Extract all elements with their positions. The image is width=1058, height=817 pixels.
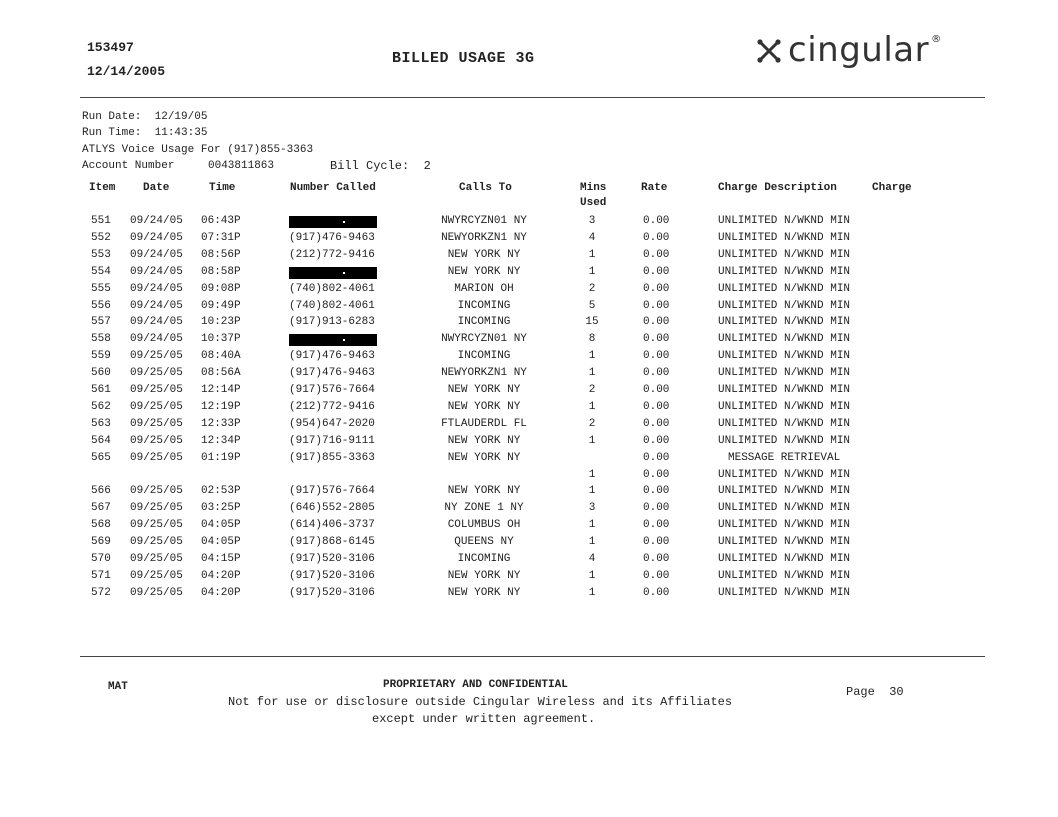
page-title: BILLED USAGE 3G <box>392 50 535 67</box>
cell-rate: 0.00 <box>643 283 670 295</box>
run-date-line <box>82 111 207 123</box>
cell-time: 12:14P <box>201 384 241 396</box>
cell-charge-description: UNLIMITED N/WKND MIN <box>718 384 851 396</box>
cell-date: 09/25/05 <box>130 452 183 464</box>
cell-mins-used: 2 <box>588 384 596 396</box>
cell-date: 09/24/05 <box>130 316 183 328</box>
cell-rate: 0.00 <box>643 469 670 481</box>
usage-for-label: ATLYS Voice Usage For <box>82 144 221 156</box>
cell-number-called: (917)476-9463 <box>289 232 375 244</box>
run-time-value: 11:43:35 <box>154 127 208 139</box>
cell-time: 08:56P <box>201 249 241 261</box>
cell-charge-description: UNLIMITED N/WKND MIN <box>718 215 851 227</box>
cell-rate: 0.00 <box>643 435 670 447</box>
footer-code: MAT <box>108 681 128 693</box>
cell-item: 564 <box>91 435 111 447</box>
cell-charge-description: UNLIMITED N/WKND MIN <box>718 469 851 481</box>
cell-charge-description: UNLIMITED N/WKND MIN <box>718 316 851 328</box>
cell-charge-description: UNLIMITED N/WKND MIN <box>718 485 851 497</box>
cell-calls-to: NWYRCYZN01 NY <box>441 333 527 345</box>
cingular-logo <box>756 30 941 70</box>
cell-mins-used: 1 <box>588 570 596 582</box>
bill-cycle-value: 2 <box>423 159 431 173</box>
cell-charge-description: UNLIMITED N/WKND MIN <box>718 570 851 582</box>
cell-date: 09/24/05 <box>130 249 183 261</box>
cell-rate: 0.00 <box>643 266 670 278</box>
cell-mins-used: 1 <box>588 485 596 497</box>
cell-date: 09/24/05 <box>130 283 183 295</box>
cell-mins-used: 8 <box>588 333 596 345</box>
header-divider <box>80 97 985 98</box>
cell-mins-used: 1 <box>588 587 596 599</box>
cell-rate: 0.00 <box>643 570 670 582</box>
cell-charge-description: UNLIMITED N/WKND MIN <box>718 283 851 295</box>
col-header-mins: Mins <box>580 182 607 194</box>
cell-item: 556 <box>91 300 111 312</box>
cell-date: 09/25/05 <box>130 401 183 413</box>
cell-item: 568 <box>91 519 111 531</box>
cell-number-called: (917)868-6145 <box>289 536 375 548</box>
cell-rate: 0.00 <box>643 519 670 531</box>
cell-date: 09/25/05 <box>130 502 183 514</box>
cell-number-called: (740)802-4061 <box>289 300 375 312</box>
cell-date: 09/24/05 <box>130 300 183 312</box>
cell-charge-description: UNLIMITED N/WKND MIN <box>718 502 851 514</box>
cell-calls-to: FTLAUDERDL FL <box>441 418 527 430</box>
run-date-label: Run Date: <box>82 111 142 123</box>
cell-time: 08:56A <box>201 367 241 379</box>
cell-mins-used: 15 <box>585 316 599 328</box>
cell-rate: 0.00 <box>643 215 670 227</box>
cell-time: 08:58P <box>201 266 241 278</box>
cell-date: 09/25/05 <box>130 587 183 599</box>
cell-mins-used: 1 <box>588 519 596 531</box>
cell-calls-to: NEW YORK NY <box>447 401 521 413</box>
run-date-value: 12/19/05 <box>154 111 208 123</box>
cell-charge-description: UNLIMITED N/WKND MIN <box>718 587 851 599</box>
cell-charge-description: UNLIMITED N/WKND MIN <box>718 333 851 345</box>
cell-number-called: (917)913-6283 <box>289 316 375 328</box>
cell-charge-description: UNLIMITED N/WKND MIN <box>718 401 851 413</box>
cell-charge-description: UNLIMITED N/WKND MIN <box>718 553 851 565</box>
col-header-rate: Rate <box>641 182 668 194</box>
col-header-date: Date <box>143 182 170 194</box>
cell-mins-used: 1 <box>588 266 596 278</box>
usage-for-line <box>82 144 313 156</box>
cell-rate: 0.00 <box>643 401 670 413</box>
cell-time: 12:34P <box>201 435 241 447</box>
cell-rate: 0.00 <box>643 367 670 379</box>
footer-disclaimer-line1: Not for use or disclosure outside Cingular Wireless and its Affiliates <box>228 695 733 709</box>
cell-calls-to: NEWYORKZN1 NY <box>441 367 527 379</box>
cell-number-called: (917)855-3363 <box>289 452 375 464</box>
cell-date: 09/25/05 <box>130 519 183 531</box>
cell-item: 557 <box>91 316 111 328</box>
document-id: 153497 <box>87 40 134 55</box>
cell-item: 569 <box>91 536 111 548</box>
account-number: 0043811863 <box>208 160 275 172</box>
cell-time: 02:53P <box>201 485 241 497</box>
cell-rate: 0.00 <box>643 384 670 396</box>
cell-item: 566 <box>91 485 111 497</box>
cell-rate: 0.00 <box>643 587 670 599</box>
cell-date: 09/25/05 <box>130 435 183 447</box>
cell-calls-to: INCOMING <box>457 316 511 328</box>
footer-title: PROPRIETARY AND CONFIDENTIAL <box>383 679 568 691</box>
cell-calls-to: INCOMING <box>457 300 511 312</box>
cell-number-called: (954)647-2020 <box>289 418 375 430</box>
cell-date: 09/24/05 <box>130 266 183 278</box>
cell-charge-description: MESSAGE RETRIEVAL <box>728 452 841 464</box>
cell-number-called: (917)476-9463 <box>289 367 375 379</box>
cell-charge-description: UNLIMITED N/WKND MIN <box>718 418 851 430</box>
cell-calls-to: INCOMING <box>457 553 511 565</box>
cell-mins-used: 1 <box>588 435 596 447</box>
cell-time: 04:05P <box>201 536 241 548</box>
cell-time: 07:31P <box>201 232 241 244</box>
cell-rate: 0.00 <box>643 316 670 328</box>
logo-registered-mark: ® <box>931 34 942 45</box>
cell-date: 09/25/05 <box>130 350 183 362</box>
cell-mins-used: 1 <box>588 249 596 261</box>
col-header-calls-to: Calls To <box>459 182 512 194</box>
page-label: Page <box>846 685 875 699</box>
redaction-bar <box>289 267 377 279</box>
cell-number-called: (740)802-4061 <box>289 283 375 295</box>
cell-rate: 0.00 <box>643 536 670 548</box>
cell-time: 06:43P <box>201 215 241 227</box>
cell-mins-used: 3 <box>588 502 596 514</box>
cell-charge-description: UNLIMITED N/WKND MIN <box>718 249 851 261</box>
cell-number-called: (917)476-9463 <box>289 350 375 362</box>
cell-rate: 0.00 <box>643 333 670 345</box>
cell-item: 554 <box>91 266 111 278</box>
cell-rate: 0.00 <box>643 485 670 497</box>
cell-charge-description: UNLIMITED N/WKND MIN <box>718 367 851 379</box>
cell-time: 12:33P <box>201 418 241 430</box>
cell-charge-description: UNLIMITED N/WKND MIN <box>718 266 851 278</box>
cell-calls-to: NEW YORK NY <box>447 384 521 396</box>
cell-time: 01:19P <box>201 452 241 464</box>
cell-mins-used: 2 <box>588 418 596 430</box>
cell-calls-to: NEW YORK NY <box>447 266 521 278</box>
cell-calls-to: NEWYORKZN1 NY <box>441 232 527 244</box>
cell-number-called: (917)520-3106 <box>289 587 375 599</box>
document-date: 12/14/2005 <box>87 64 166 79</box>
cell-rate: 0.00 <box>643 232 670 244</box>
bill-cycle-label: Bill Cycle: <box>330 159 410 173</box>
cell-item: 571 <box>91 570 111 582</box>
cell-mins-used: 1 <box>588 401 596 413</box>
cell-rate: 0.00 <box>643 350 670 362</box>
cell-calls-to: NEW YORK NY <box>447 435 521 447</box>
cell-time: 10:23P <box>201 316 241 328</box>
cell-time: 09:08P <box>201 283 241 295</box>
cell-time: 04:15P <box>201 553 241 565</box>
page-number-value: 30 <box>889 685 904 699</box>
cell-calls-to: NEW YORK NY <box>447 249 521 261</box>
cell-mins-used: 4 <box>588 553 596 565</box>
cell-time: 03:25P <box>201 502 241 514</box>
cell-rate: 0.00 <box>643 553 670 565</box>
cell-charge-description: UNLIMITED N/WKND MIN <box>718 350 851 362</box>
cell-date: 09/25/05 <box>130 553 183 565</box>
cell-number-called: (917)576-7664 <box>289 384 375 396</box>
cell-calls-to: NEW YORK NY <box>447 485 521 497</box>
cell-date: 09/24/05 <box>130 333 183 345</box>
cell-time: 10:37P <box>201 333 241 345</box>
cell-date: 09/24/05 <box>130 232 183 244</box>
cell-charge-description: UNLIMITED N/WKND MIN <box>718 519 851 531</box>
cell-number-called: (917)520-3106 <box>289 553 375 565</box>
footer-divider <box>80 656 985 657</box>
cell-date: 09/25/05 <box>130 367 183 379</box>
col-header-item: Item <box>89 182 116 194</box>
cell-calls-to: QUEENS NY <box>454 536 514 548</box>
cell-mins-used: 5 <box>588 300 596 312</box>
cell-mins-used: 4 <box>588 232 596 244</box>
cell-calls-to: MARION OH <box>454 283 514 295</box>
cell-date: 09/25/05 <box>130 536 183 548</box>
cell-item: 563 <box>91 418 111 430</box>
cell-item: 559 <box>91 350 111 362</box>
col-header-charge: Charge <box>872 182 912 194</box>
cell-item: 570 <box>91 553 111 565</box>
cell-calls-to: NEW YORK NY <box>447 587 521 599</box>
cell-time: 04:05P <box>201 519 241 531</box>
redaction-bar <box>289 334 377 346</box>
cell-rate: 0.00 <box>643 452 670 464</box>
cell-item: 555 <box>91 283 111 295</box>
cell-mins-used: 2 <box>588 283 596 295</box>
col-header-mins-used: Used <box>580 197 607 209</box>
cell-mins-used: 1 <box>588 350 596 362</box>
run-time-label: Run Time: <box>82 127 142 139</box>
cell-calls-to: NWYRCYZN01 NY <box>441 215 527 227</box>
cell-mins-used: 1 <box>588 536 596 548</box>
cell-number-called: (646)552-2805 <box>289 502 375 514</box>
account-line <box>82 160 174 172</box>
cell-number-called: (917)520-3106 <box>289 570 375 582</box>
cell-calls-to: NY ZONE 1 NY <box>444 502 524 514</box>
cell-number-called: (212)772-9416 <box>289 401 375 413</box>
cell-rate: 0.00 <box>643 418 670 430</box>
cell-item: 567 <box>91 502 111 514</box>
cell-charge-description: UNLIMITED N/WKND MIN <box>718 435 851 447</box>
logo-text: cingular <box>788 30 930 70</box>
col-header-time: Time <box>209 182 236 194</box>
cell-number-called: (917)576-7664 <box>289 485 375 497</box>
cingular-jack-icon <box>756 38 782 64</box>
cell-date: 09/25/05 <box>130 570 183 582</box>
cell-number-called: (917)716-9111 <box>289 435 375 447</box>
cell-rate: 0.00 <box>643 300 670 312</box>
cell-date: 09/24/05 <box>130 215 183 227</box>
cell-charge-description: UNLIMITED N/WKND MIN <box>718 536 851 548</box>
page-number <box>846 685 904 699</box>
cell-item: 553 <box>91 249 111 261</box>
usage-for-number: (917)855-3363 <box>227 144 314 156</box>
col-header-charge-description: Charge Description <box>718 182 837 194</box>
cell-item: 561 <box>91 384 111 396</box>
bill-cycle <box>330 159 431 173</box>
cell-time: 04:20P <box>201 587 241 599</box>
cell-calls-to: NEW YORK NY <box>447 570 521 582</box>
run-time-line <box>82 127 207 139</box>
redaction-bar <box>289 216 377 228</box>
cell-item: 560 <box>91 367 111 379</box>
cell-calls-to: COLUMBUS OH <box>447 519 521 531</box>
cell-rate: 0.00 <box>643 249 670 261</box>
cell-time: 12:19P <box>201 401 241 413</box>
account-label: Account Number <box>82 160 175 172</box>
cell-number-called: (212)772-9416 <box>289 249 375 261</box>
cell-time: 04:20P <box>201 570 241 582</box>
cell-date: 09/25/05 <box>130 485 183 497</box>
cell-charge-description: UNLIMITED N/WKND MIN <box>718 232 851 244</box>
cell-number-called: (614)406-3737 <box>289 519 375 531</box>
cell-time: 09:49P <box>201 300 241 312</box>
footer-disclaimer-line2: except under written agreement. <box>372 712 596 726</box>
col-header-number-called: Number Called <box>290 182 376 194</box>
cell-calls-to: NEW YORK NY <box>447 452 521 464</box>
cell-item: 562 <box>91 401 111 413</box>
cell-item: 551 <box>91 215 111 227</box>
cell-calls-to: INCOMING <box>457 350 511 362</box>
cell-mins-used: 1 <box>588 367 596 379</box>
cell-item: 565 <box>91 452 111 464</box>
cell-item: 572 <box>91 587 111 599</box>
cell-mins-used: 1 <box>588 469 596 481</box>
cell-time: 08:40A <box>201 350 241 362</box>
cell-mins-used: 3 <box>588 215 596 227</box>
cell-date: 09/25/05 <box>130 418 183 430</box>
cell-item: 558 <box>91 333 111 345</box>
cell-rate: 0.00 <box>643 502 670 514</box>
cell-date: 09/25/05 <box>130 384 183 396</box>
cell-charge-description: UNLIMITED N/WKND MIN <box>718 300 851 312</box>
cell-item: 552 <box>91 232 111 244</box>
